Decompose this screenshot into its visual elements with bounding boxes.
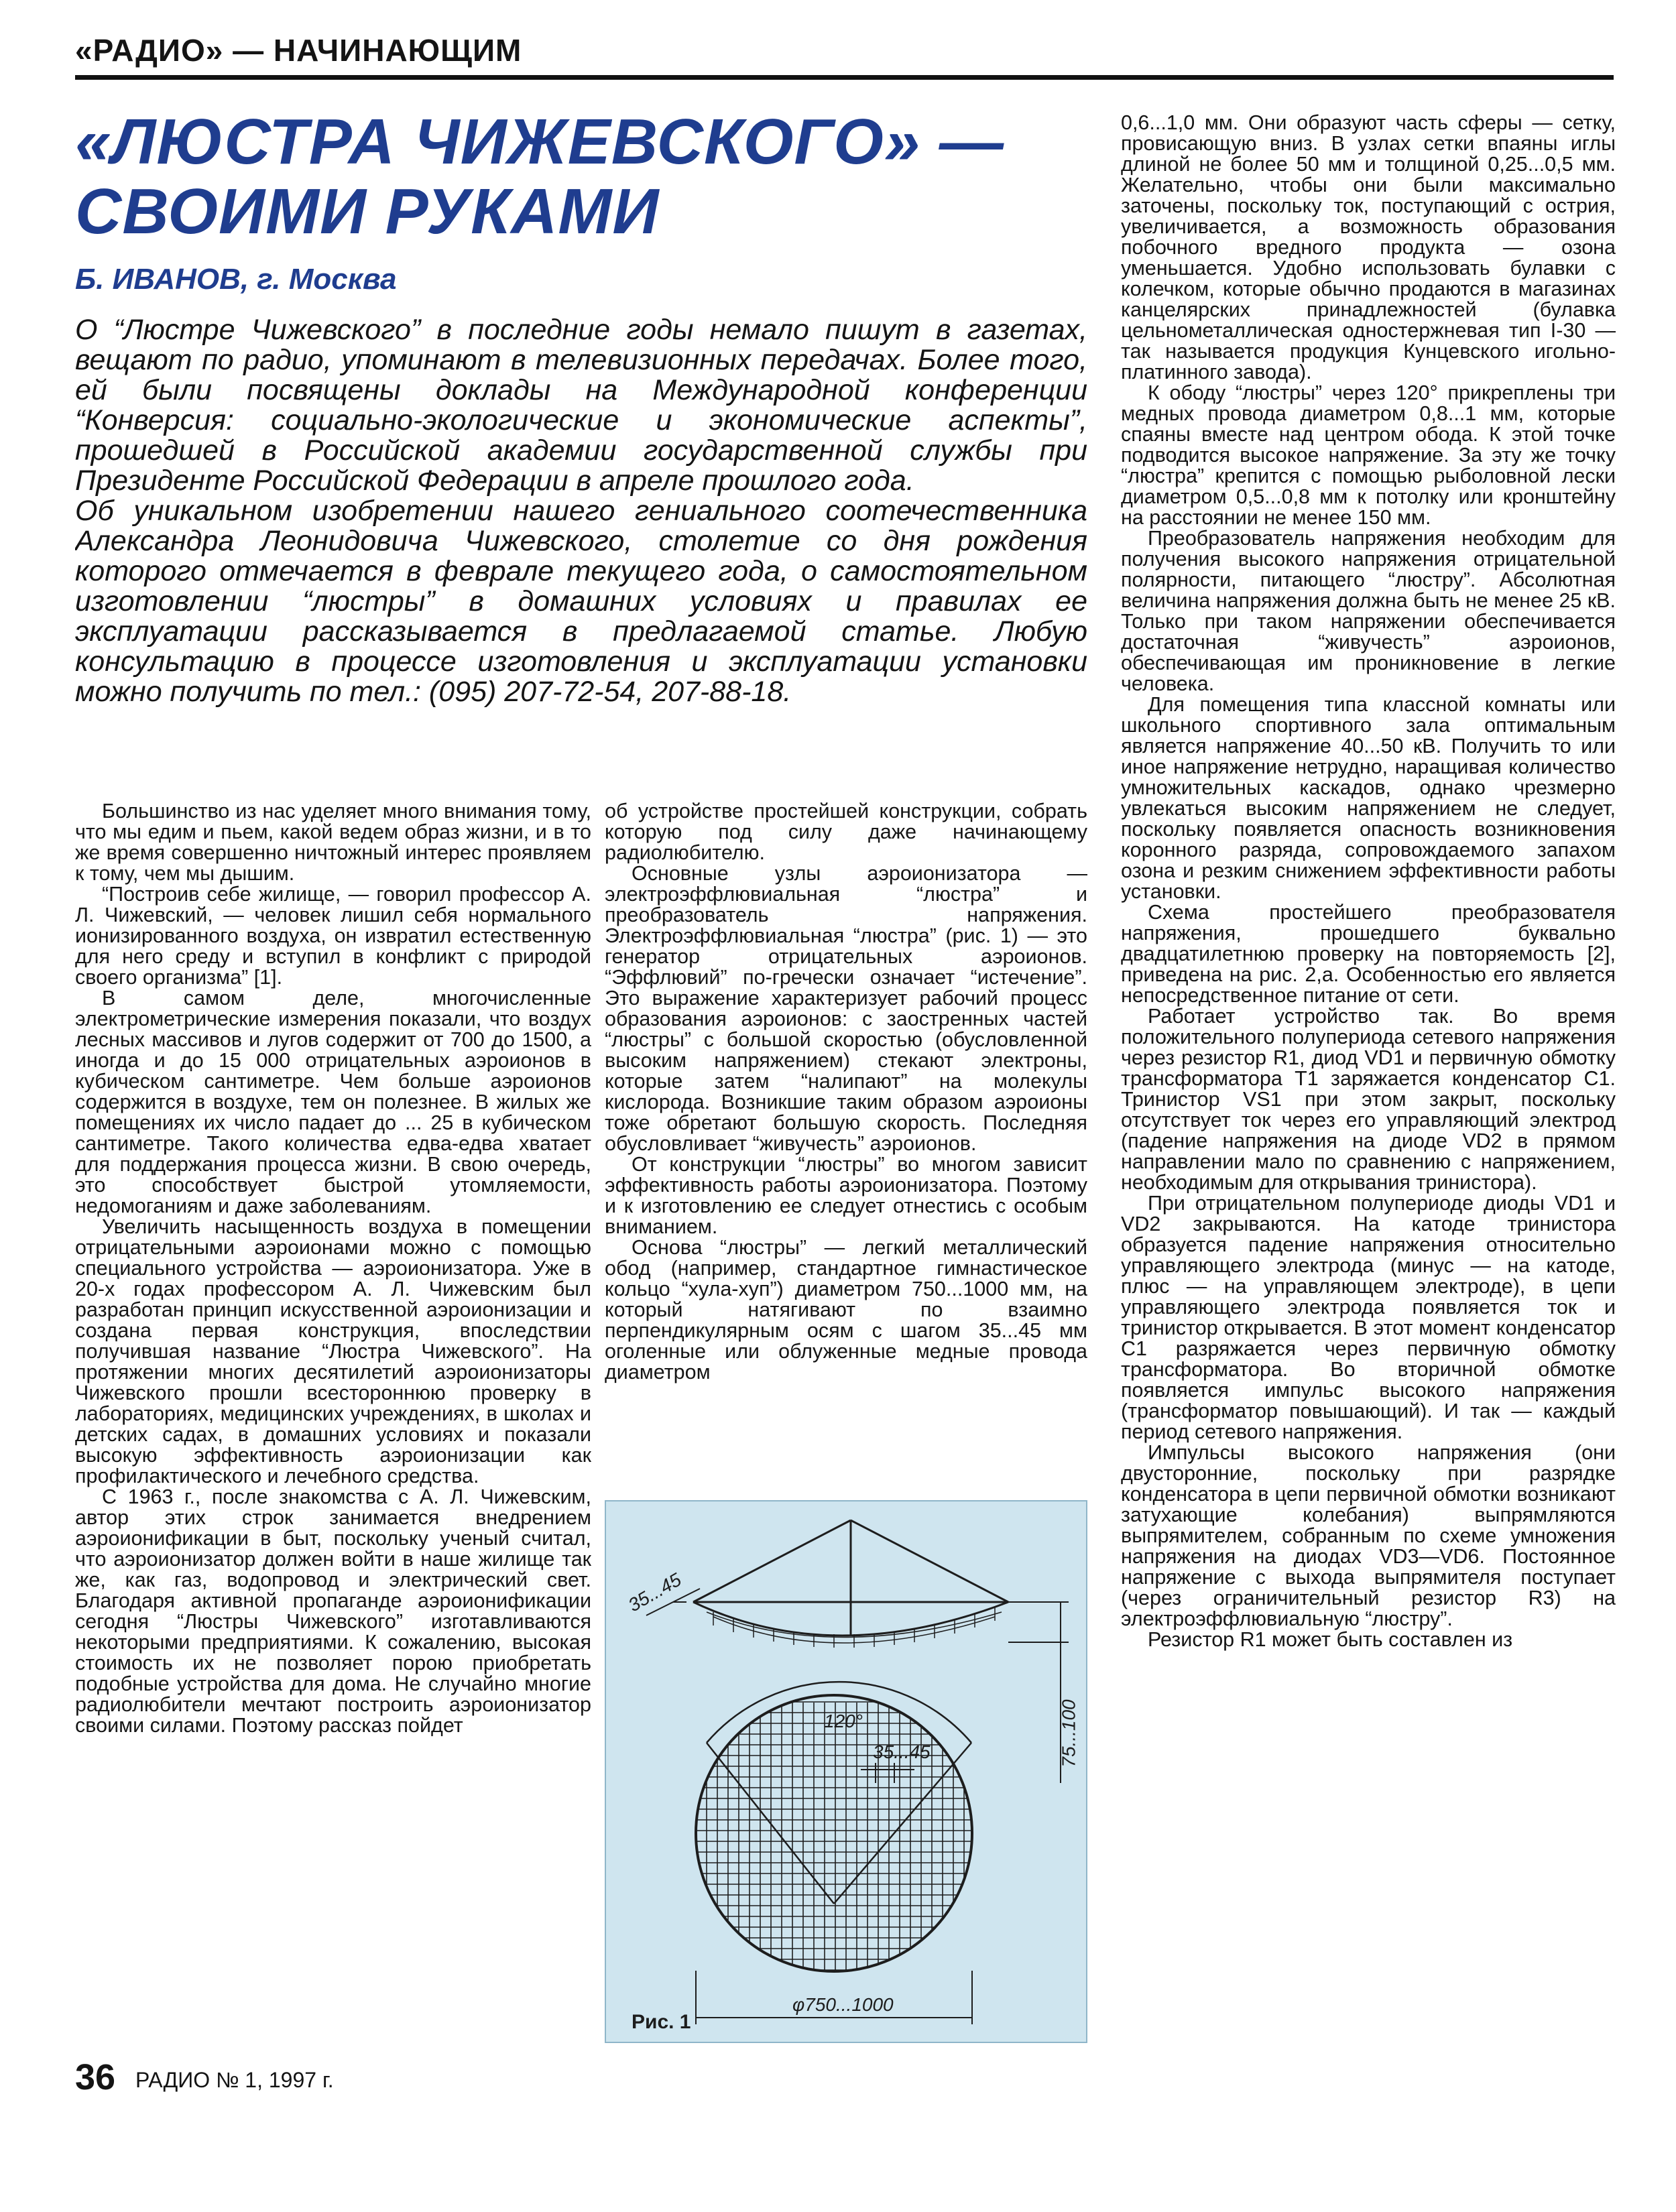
paragraph: Резистор R1 может быть составлен из	[1148, 1628, 1513, 1651]
article-title	[75, 107, 1101, 247]
paragraph: Большинство из нас уделяет много внимания тому, что мы едим и пьем, какой ведем образ жизни, и в то же время совершенно ничтожный интерес проявляем к тому, чем мы дышим.	[75, 801, 591, 885]
article-author: Б. ИВАНОВ, г. Москва	[75, 263, 397, 296]
side-view	[646, 1520, 1069, 1783]
page-number: 36	[75, 2057, 116, 2097]
figure-caption: Рис. 1	[632, 2011, 691, 2033]
figure-1-chandelier-diagram	[605, 1500, 1087, 2043]
paragraph: Основа “люстры” — легкий металлический обод (например, стандартное гимнастическое кольцо “хула-хуп”) диаметром 750...1000 мм, на который натягивают по взаимно перпендикулярным осям с шагом 35...45 мм оголенные или облуженные медные провода диаметром	[605, 1236, 1087, 1384]
article-title-line-1: «ЛЮСТРА ЧИЖЕВСКОГО» —	[75, 106, 1004, 178]
paragraph: Для помещения типа классной комнаты или школьного спортивного зала оптимальным является напряжение 40...50 кВ. Получить то или иное напряжение нетрудно, наращивая количество умножительных каскадов, однако чрезмерно увлекаться высоким напряжением не следует, поскольку появляется опасность возникновения коронного разряда, сопровождаемого запахом озона и резким снижением эффективности работы установки.	[1121, 693, 1616, 903]
dimension-spacing-top: 35...45	[873, 1741, 931, 1762]
issue-label: РАДИО № 1, 1997 г.	[135, 2068, 334, 2092]
text-column-1	[75, 801, 591, 2038]
dimension-spacing-side: 35...45	[624, 1569, 685, 1616]
paragraph: При отрицательном полупериоде диоды VD1 и VD2 закрываются. На катоде тринистора образуется падение напряжения относительно управляющего электрода (минус — на катоде, плюс — на управляющем электроде), в цепи управляющего электрода появляется ток и тринистор открывается. В этот момент конденсатор C1 разряжается через первичную обмотку трансформатора. Во вторичной обмотке появляется импульс высокого напряжения (трансформатор повышающий). И так — каждый период сетевого напряжения.	[1121, 1192, 1616, 1443]
lead-paragraph: О “Люстре Чижевского” в последние годы немало пишут в газетах, вещают по радио, упоминают в телевизионных передачах. Более того, ей были посвящены доклады на Международной конференции “Конверсия: социально-экологические и экономические аспекты”, прошедшей в Российской академии государственной службы при Президенте Российской Федерации в апреле прошлого года.	[75, 315, 1087, 497]
paragraph: Схема простейшего преобразователя напряжения, прошедшего буквально двадцатилетнюю проверку на повторяемость [2], приведена на рис. 2,а. Особенностью его является непосредственное питание от сети.	[1121, 901, 1616, 1007]
paragraph: об устройстве простейшей конструкции, собрать которую под силу даже начинающему радиолюбителю.	[605, 801, 1087, 864]
dimension-height: 75...100	[1058, 1699, 1079, 1768]
paragraph: Импульсы высокого напряжения (они двусторонние, поскольку при разрядке конденсатора в цепи первичной обмотки возникают затухающие колебания) выпрямляются выпрямителем, собранным по схеме умножения напряжения на диодах VD3—VD6. Постоянное напряжение с выхода выпрямителя поступает (через ограничительный резистор R3) на электроэффлювиальную “люстру”.	[1121, 1441, 1616, 1630]
dimension-diameter: φ750...1000	[792, 1994, 894, 2015]
paragraph: “Построив себе жилище, — говорил профессор А. Л. Чижевский, — человек лишил себя нормального ионизированного воздуха, он извратил естественную для него среду и вступил в конфликт с природой своего организма” [1].	[75, 883, 591, 989]
paragraph: Увеличить насыщенность воздуха в помещении отрицательными аэроионами можно с помощью специального устройства — аэроионизатора. Уже в 20-х годах профессором А. Л. Чижевским был разработан принцип искусственной аэроионизации и создана первая конструкция, впоследствии получившая название “Люстра Чижевского”. На протяжении многих десятилетий аэроионизаторы Чижевского прошли всестороннюю проверку в лабораториях, медицинских учреждениях, в школах и детских садах, в домашних условиях и показали высокую эффективность аэроионизации как профилактического и лечебного средства.	[75, 1215, 591, 1487]
paragraph: От конструкции “люстры” во многом зависит эффективность работы аэроионизатора. Поэтому и к изготовлению ее следует отнестись с особым вниманием.	[605, 1153, 1087, 1238]
text-column-3	[1121, 113, 1616, 2043]
lead-paragraph: Об уникальном изобретении нашего гениального соотечественника Александра Леонидовича Чижевского, столетие со дня рождения которого отмечается в феврале текущего года, о самостоятельном изготовлении “люстры” в домашних условиях и правилах ее эксплуатации рассказывается в предлагаемой статье. Любую консультацию в процессе изготовления и эксплуатации установки можно получить по тел.: (095) 207-72-54, 207-88-18.	[75, 495, 1087, 708]
paragraph: Основные узлы аэроионизатора — электроэффлювиальная “люстра” и преобразователь напряжения. Электроэффлювиальная “люстра” (рис. 1) — это генератор отрицательных аэроионов. “Эффлювий” по-гречески означает “истечение”. Это выражение характеризует рабочий процесс образования аэроионов: с заостренных частей “люстры” с большой скоростью (обусловленной высоким напряжением) стекают электроны, которые затем “налипают” на молекулы кислорода. Возникшие таким образом аэроионы тоже обретают большую скорость. Последняя обусловливает “живучесть” аэроионов.	[605, 862, 1087, 1155]
paragraph: 0,6...1,0 мм. Они образуют часть сферы — сетку, провисающую вниз. В узлах сетки впаяны иглы длиной не более 50 мм и толщиной 0,25...0,5 мм. Желательно, чтобы они были максимально заточены, поскольку ток, поступающий с острия, увеличивается, а возможность образования побочного вредного продукта — озона уменьшается. Удобно использовать булавки с колечком, которые обычно продаются в магазинах канцелярских принадлежностей (булавка цельнометаллическая одностержневая тип I-30 — так называется продукция Кунцевского игольно-платинного завода).	[1121, 113, 1616, 383]
dimension-angle: 120°	[824, 1711, 863, 1731]
text-column-2	[605, 801, 1087, 1468]
paragraph: Работает устройство так. Во время положительного полупериода сетевого напряжения через резистор R1, диод VD1 и первичную обмотку трансформатора T1 заряжается конденсатор C1. Тринистор VS1 при этом закрыт, поскольку отсутствует ток через его управляющий электрод (падение напряжения на диоде VD2 в прямом направлении мало по сравнению с напряжением, необходимым для открывания тринистора).	[1121, 1005, 1616, 1194]
section-header: «РАДИО» — НАЧИНАЮЩИМ	[75, 33, 522, 68]
plan-view	[693, 1682, 981, 2024]
paragraph: Преобразователь напряжения необходим для получения высокого напряжения отрицательной полярности, питающего “люстру”. Абсолютная величина напряжения должна быть не менее 25 кВ. Только при таком напряжении обеспечивается достаточная “живучесть” аэроионов, обеспечивающая им проникновение в легкие человека.	[1121, 527, 1616, 695]
header-divider	[75, 75, 1614, 80]
article-lead	[75, 315, 1087, 771]
paragraph: К ободу “люстры” через 120° прикреплены три медных провода диаметром 0,8...1 мм, которые спаяны вместе над центром обода. К этой точке подводится высокое напряжение. За эту же точку “люстра” крепится с помощью рыболовной лески диаметром 0,5...0,8 мм к потолку или кронштейну на расстоянии не менее 150 мм.	[1121, 381, 1616, 529]
paragraph: В самом деле, многочисленные электрометрические измерения показали, что воздух лесных массивов и лугов содержит от 700 до 1500, а иногда и до 15 000 отрицательных аэроионов в кубическом сантиметре. Чем больше аэроионов содержится в воздухе, тем он полезнее. В жилых же помещениях их число падает до ... 25 в кубическом сантиметре. Такого количества едва-едва хватает для поддержания процесса жизни. В свою очередь, это способствует быстрой утомляемости, недомоганиям и даже заболеваниям.	[75, 987, 591, 1217]
paragraph: С 1963 г., после знакомства с А. Л. Чижевским, автор этих строк занимается внедрением аэроионификации в быт, поскольку ученый считал, что аэроионизатор должен войти в наше жилище так же, как газ, водопровод и электрический свет. Благодаря активной пропаганде аэроионификации сегодня “Люстры Чижевского” изготавливаются некоторыми предприятиями. К сожалению, высокая стоимость их не позволяет порою приобретать подобные устройства для дома. Не случайно многие радиолюбители мечтают построить аэроионизатор своими силами. Поэтому рассказ пойдет	[75, 1485, 591, 1737]
article-title-line-2: СВОИМИ РУКАМИ	[75, 176, 660, 247]
needle-hatching	[707, 1607, 1002, 1648]
